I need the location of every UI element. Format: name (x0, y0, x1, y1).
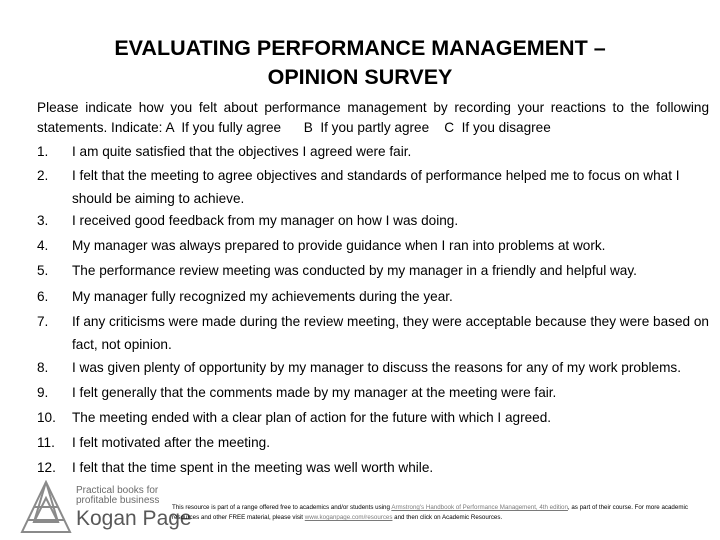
disclaimer-text: This resource is part of a range offered free to academics and/or students using (172, 504, 392, 511)
publisher-name: Kogan Page (76, 507, 192, 530)
statement-number: 3. (37, 213, 49, 228)
statement-text: I felt that the time spent in the meeting was well worth while. (72, 460, 434, 475)
statement-text: I felt motivated after the meeting. (72, 435, 270, 450)
instructions-line-2: statements. Indicate: A If you fully agree B If you partly agree C If you disagree (37, 120, 551, 135)
book-title-link[interactable]: Armstrong's Handbook of Performance Management, 4th edition (391, 504, 568, 511)
disclaimer-text: and then click on Academic Resources. (392, 514, 503, 521)
statement-text: I am quite satisfied that the objectives I agreed were fair. (72, 144, 412, 159)
statement-number: 4. (37, 238, 49, 253)
statement-number: 6. (37, 289, 49, 304)
statement-number: 11. (37, 435, 55, 450)
survey-title (0, 34, 720, 92)
statement-number: 5. (37, 263, 49, 278)
statement-text: My manager was always prepared to provide guidance when I ran into problems at work. (72, 238, 606, 253)
publisher-tagline: Practical books for profitable business (76, 485, 160, 506)
statement-text: I received good feedback from my manager on how I was doing. (72, 213, 459, 228)
instructions-line-1: Please indicate how you felt about performance management by recording your reactions to the following (37, 100, 709, 115)
disclaimer-text: , as part of their course. For more academic resources and other FREE material, please visit (172, 504, 688, 521)
statement-number: 8. (37, 360, 49, 375)
statement-number: 10. (37, 410, 56, 425)
statement-text: I felt generally that the comments made by my manager at the meeting were fair. (72, 385, 557, 400)
statement-number: 1. (37, 144, 49, 159)
title-line-1: EVALUATING PERFORMANCE MANAGEMENT – (114, 36, 606, 60)
instructions-paragraph (37, 98, 709, 138)
statement-text: The meeting ended with a clear plan of action for the future with which I agreed. (72, 410, 552, 425)
kogan-page-logo-icon (20, 480, 72, 536)
footer (0, 478, 720, 540)
resource-disclaimer (172, 503, 712, 523)
statement-number: 12. (37, 460, 56, 475)
statement-number: 7. (37, 314, 49, 329)
resources-url-link[interactable]: www.koganpage.com/resources (304, 514, 393, 521)
statement-text: My manager fully recognized my achievements during the year. (72, 289, 453, 304)
statement-text: If any criticisms were made during the review meeting, they were acceptable because they were based on fact, not opinion. (72, 314, 709, 352)
statement-text: The performance review meeting was conducted by my manager in a friendly and helpful way. (72, 263, 637, 278)
statement-number: 2. (37, 168, 49, 183)
title-line-2: OPINION SURVEY (267, 65, 453, 89)
statement-number: 9. (37, 385, 49, 400)
statement-text: I was given plenty of opportunity by my manager to discuss the reasons for any of my work problems. (72, 360, 681, 375)
statement-text: I felt that the meeting to agree objectives and standards of performance helped me to focus on what I should be aiming to achieve. (72, 168, 680, 206)
